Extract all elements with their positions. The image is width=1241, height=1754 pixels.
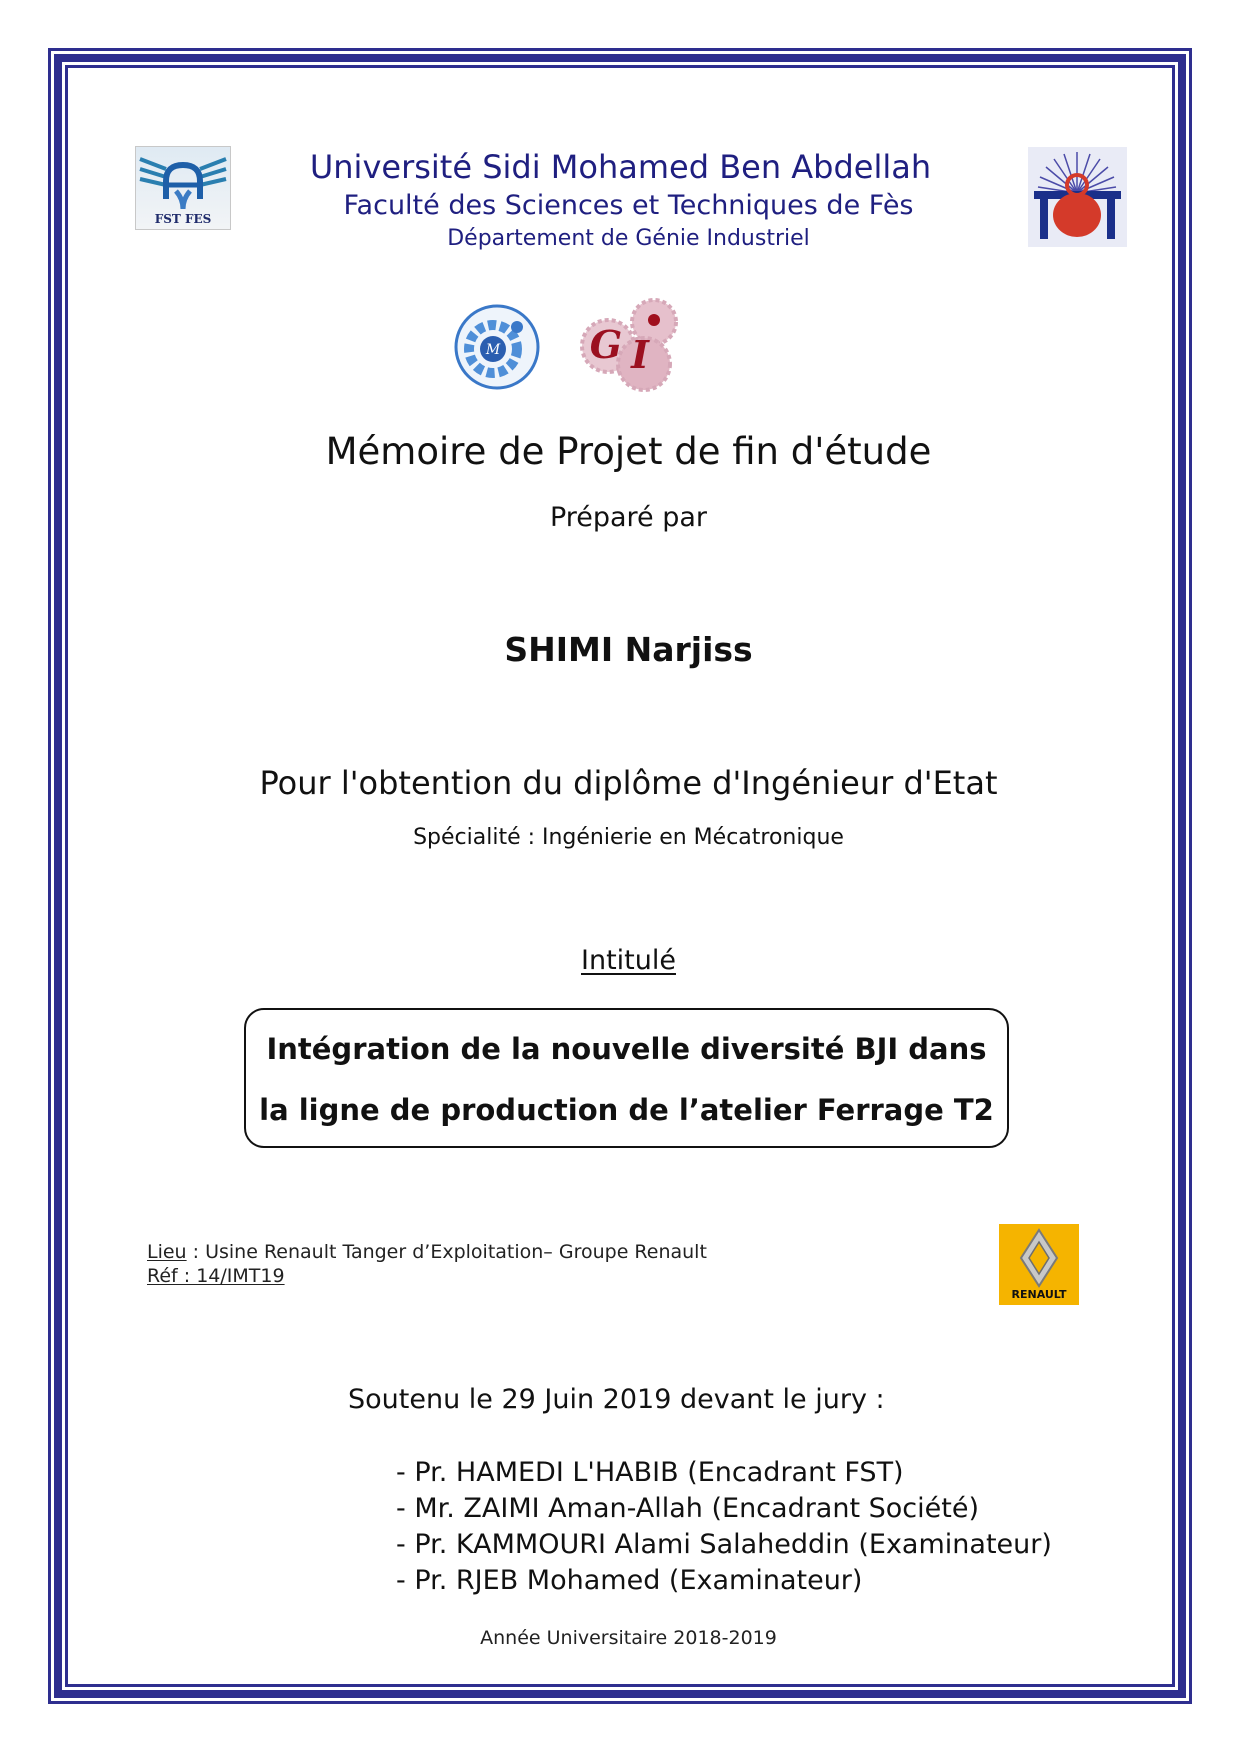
defense-statement: Soutenu le 29 Juin 2019 devant le jury : <box>348 1384 885 1415</box>
svg-text:RENAULT: RENAULT <box>1011 1288 1067 1301</box>
department-name: Département de Génie Industriel <box>447 226 810 251</box>
prepared-by-label: Préparé par <box>549 502 708 533</box>
usmba-emblem-icon <box>1028 147 1127 247</box>
location-value: : Usine Renault Tanger d’Exploitation– Groupe Renault <box>186 1241 707 1263</box>
gi-logo <box>578 296 680 396</box>
memoire-title: Mémoire de Projet de fin d'étude <box>325 430 932 473</box>
intitule-heading <box>8 945 1241 976</box>
location-details <box>147 1240 707 1288</box>
faculty-name: Faculté des Sciences et Techniques de Fès <box>343 190 914 221</box>
location-line <box>147 1240 707 1264</box>
jury-member: - Pr. HAMEDI L'HABIB (Encadrant FST) <box>396 1457 904 1488</box>
mi-logo <box>451 303 543 391</box>
gear-m-icon <box>451 303 543 391</box>
academic-year: Année Universitaire 2018-2019 <box>480 1627 777 1649</box>
jury-member: - Pr. KAMMOURI Alami Salaheddin (Examinateur) <box>396 1529 1052 1560</box>
thesis-title-line-1: Intégration de la nouvelle diversité BJI dans <box>266 1032 987 1066</box>
usmba-logo <box>1028 147 1127 247</box>
jury-member: - Mr. ZAIMI Aman-Allah (Encadrant Société) <box>396 1493 979 1524</box>
reference-label: Réf : 14/IMT19 <box>147 1265 285 1287</box>
location-label: Lieu <box>147 1241 187 1263</box>
thesis-title-box <box>244 1008 1009 1148</box>
jury-member: - Pr. RJEB Mohamed (Examinateur) <box>396 1565 863 1596</box>
gi-gears-icon <box>578 296 680 396</box>
speciality: Spécialité : Ingénierie en Mécatronique <box>413 825 844 850</box>
thesis-title-line-2: la ligne de production de l’atelier Ferrage T2 <box>259 1093 994 1127</box>
diploma-statement: Pour l'obtention du diplôme d'Ingénieur d'Etat <box>259 764 998 802</box>
renault-diamond-icon <box>999 1224 1079 1305</box>
svg-text:M: M <box>485 342 501 358</box>
student-name: SHIMI Narjiss <box>504 630 753 669</box>
renault-logo <box>999 1224 1079 1305</box>
svg-text:I: I <box>631 332 649 377</box>
svg-text:FST FES: FST FES <box>154 212 212 226</box>
svg-text:G: G <box>589 322 623 367</box>
jury-list <box>396 1455 1052 1599</box>
reference-line <box>147 1264 707 1288</box>
university-name: Université Sidi Mohamed Ben Abdellah <box>309 148 932 186</box>
intitule-label: Intitulé <box>581 945 676 976</box>
